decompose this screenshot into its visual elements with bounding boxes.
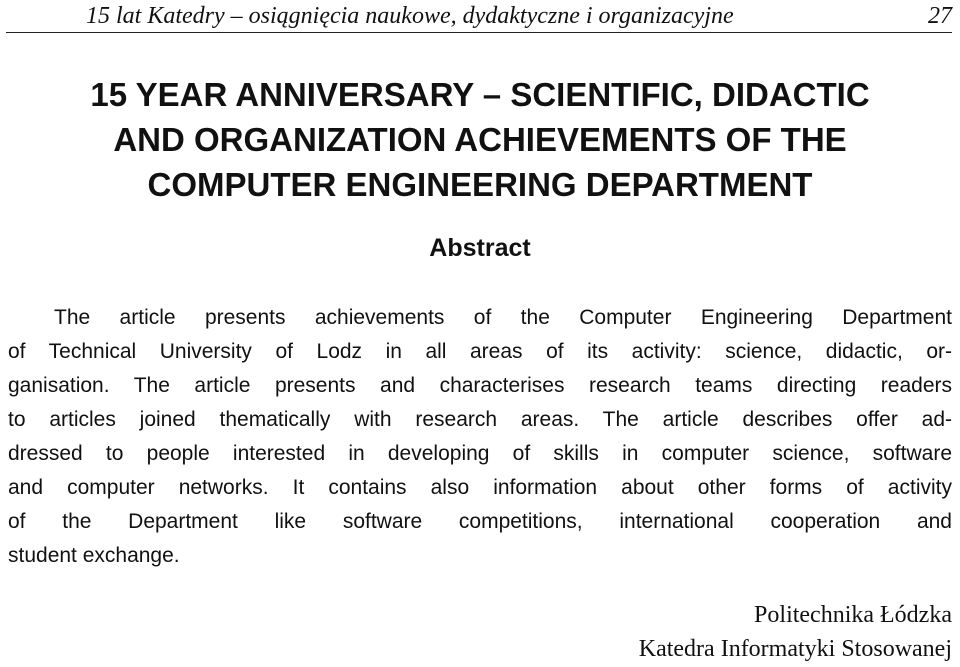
- abstract-line: to articles joined thematically with research areas. The article describes offer ad-: [8, 408, 952, 431]
- abstract-body: [8, 301, 952, 573]
- abstract-line: student exchange.: [8, 544, 180, 567]
- university-name: Politechnika Łódzka: [754, 602, 952, 628]
- abstract-line: of Technical University of Lodz in all areas of its activity: science, didactic, or-: [8, 340, 952, 363]
- department-name: Katedra Informatyki Stosowanej: [638, 636, 952, 662]
- running-header: [6, 2, 952, 33]
- abstract-line: dressed to people interested in developing of skills in computer science, software: [8, 442, 952, 465]
- page-number: 27: [928, 3, 952, 29]
- abstract-line: of the Department like software competitions, international cooperation and: [8, 510, 952, 533]
- abstract-line: and computer networks. It contains also information about other forms of activity: [8, 476, 952, 499]
- article-title: [0, 72, 960, 207]
- title-line: COMPUTER ENGINEERING DEPARTMENT: [147, 166, 813, 203]
- abstract-line: The article presents achievements of the Computer Engineering Department: [54, 306, 952, 329]
- affiliation: [639, 598, 952, 666]
- title-line: AND ORGANIZATION ACHIEVEMENTS OF THE: [113, 121, 847, 158]
- abstract-line: ganisation. The article presents and characterises research teams directing readers: [8, 374, 952, 397]
- abstract-heading: Abstract: [429, 234, 531, 262]
- title-line: 15 YEAR ANNIVERSARY – SCIENTIFIC, DIDACTIC: [90, 76, 870, 113]
- running-title: 15 lat Katedry – osiągnięcia naukowe, dydaktyczne i organizacyjne: [86, 3, 734, 29]
